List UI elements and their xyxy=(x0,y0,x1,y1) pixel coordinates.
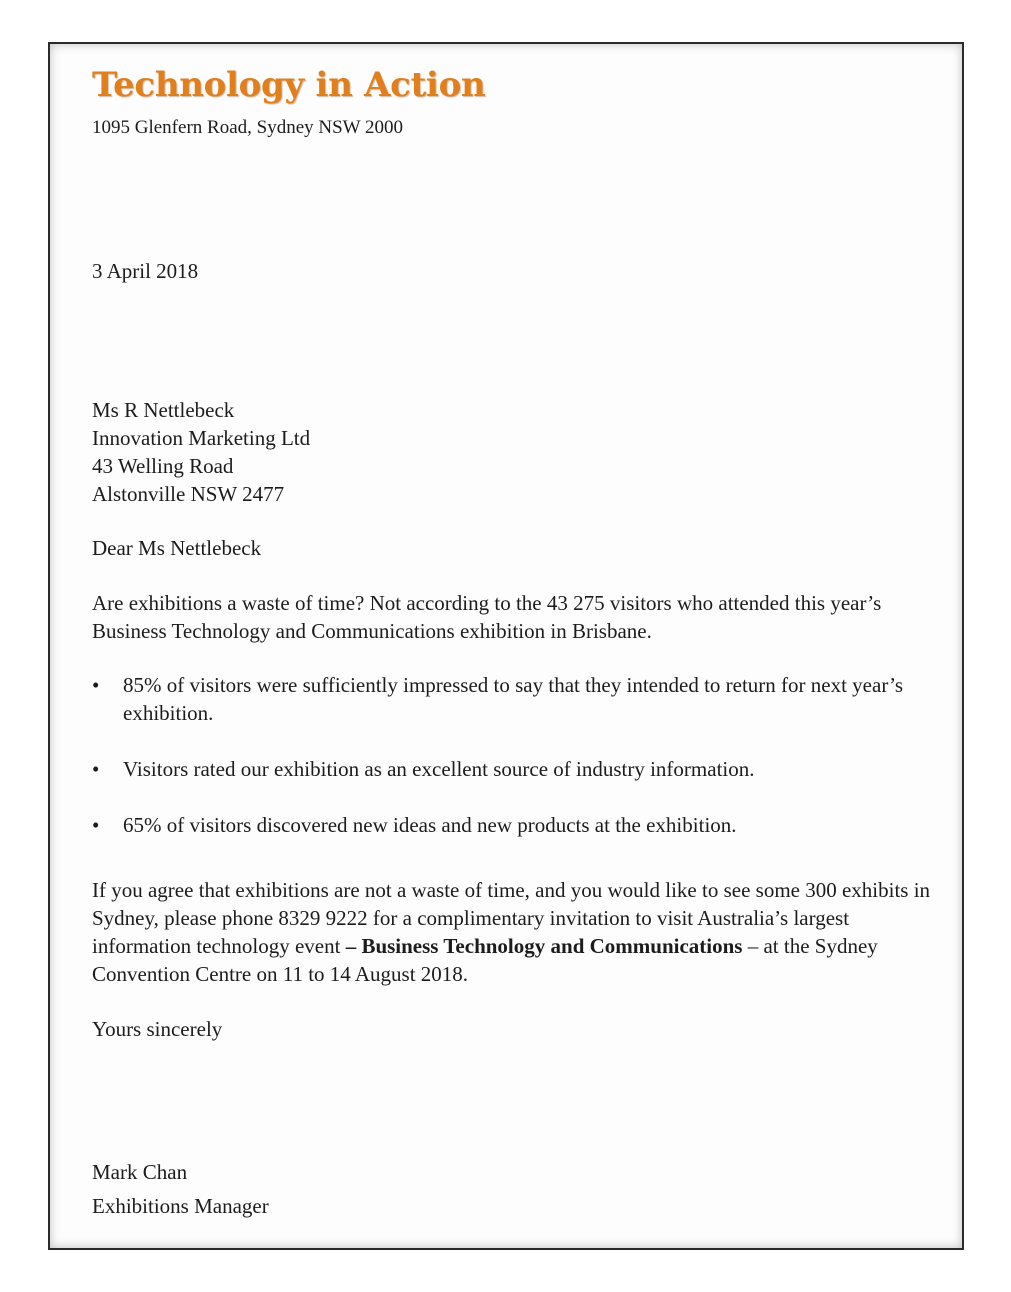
bullet-text: Visitors rated our exhibition as an excellent source of industry information. xyxy=(123,757,755,781)
bullet-text: 65% of visitors discovered new ideas and new products at the exhibition. xyxy=(123,813,737,837)
closing-paragraph xyxy=(92,876,952,988)
letter-date: 3 April 2018 xyxy=(92,259,199,283)
list-item xyxy=(92,671,952,727)
recipient-company: Innovation Marketing Ltd xyxy=(92,426,311,450)
recipient-city: Alstonville NSW 2477 xyxy=(92,482,285,506)
list-item xyxy=(92,755,952,783)
bullet-point: • xyxy=(92,757,100,781)
dash: – xyxy=(747,934,759,958)
signer-name: Mark Chan xyxy=(92,1160,188,1184)
event-name: Business Technology and Communications xyxy=(361,934,743,958)
bullet-text: 85% of visitors were sufficiently impressed to say that they intended to return for next year’s exhibition. xyxy=(123,673,904,725)
recipient-address-block xyxy=(92,396,310,508)
dash: – xyxy=(345,934,357,958)
company-address: 1095 Glenfern Road, Sydney NSW 2000 xyxy=(92,117,404,138)
bullet-point: • xyxy=(92,673,100,697)
intro-paragraph: Are exhibitions a waste of time? Not according to the 43 275 visitors who attended this year’s Business Technology and Communications exhibition in Brisbane. xyxy=(92,591,882,643)
signer-title: Exhibitions Manager xyxy=(92,1194,269,1218)
bullet-list xyxy=(92,671,952,867)
bullet-point: • xyxy=(92,813,100,837)
letter-page xyxy=(48,42,964,1250)
list-item xyxy=(92,811,952,839)
recipient-name: Ms R Nettlebeck xyxy=(92,398,235,422)
closing-text-end: at the Sydney Convention Centre on 11 to 14 August 2018. xyxy=(92,934,878,986)
sign-off: Yours sincerely xyxy=(92,1017,223,1041)
recipient-street: 43 Welling Road xyxy=(92,454,234,478)
closing-text-start: If you agree that exhibitions are not a waste of time, and you would like to see some 300 exhibits in Sydney, please phone 8329 9222 for a complimentary invitation to visit Australia’s largest information technology event xyxy=(92,878,931,958)
salutation: Dear Ms Nettlebeck xyxy=(92,536,262,560)
company-name: Technology in Action xyxy=(92,65,486,105)
